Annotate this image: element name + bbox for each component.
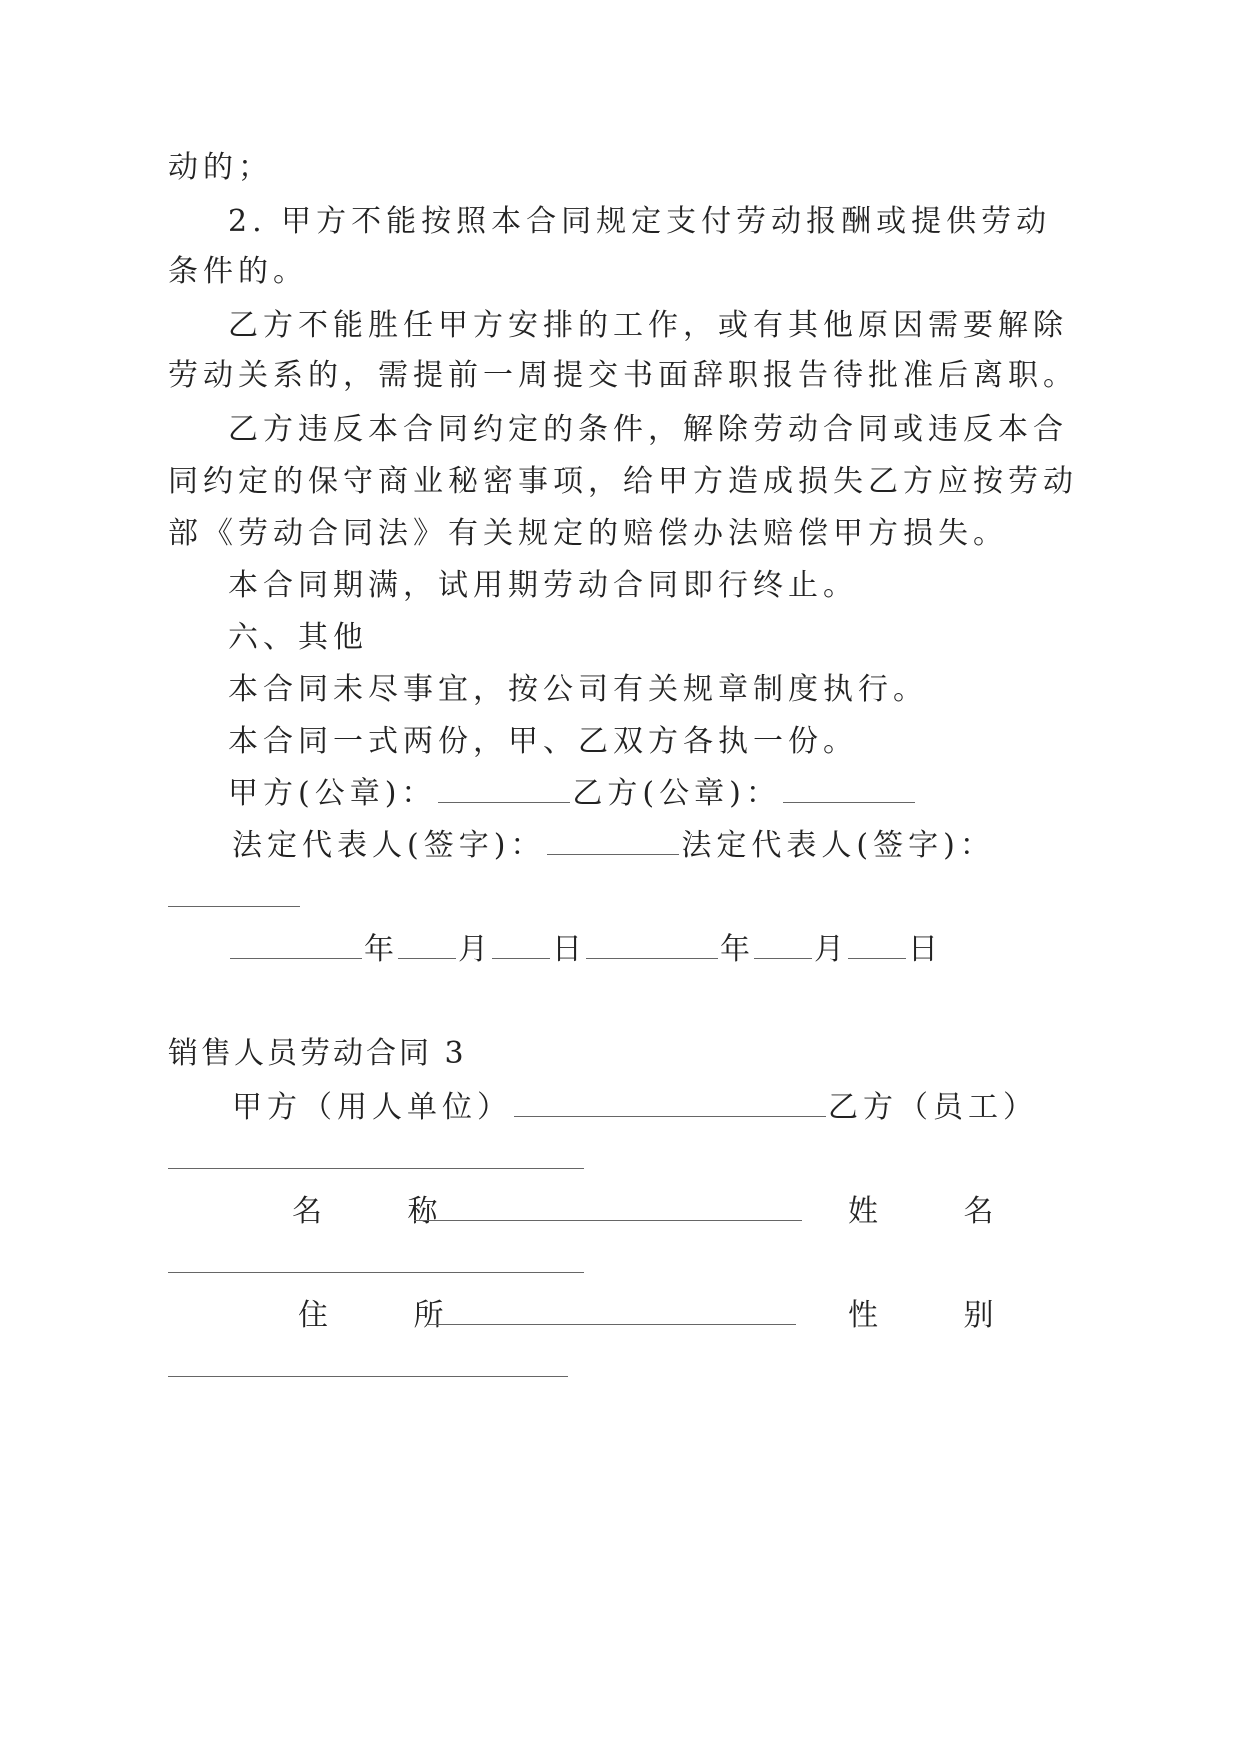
day-blank-b[interactable] (848, 936, 906, 959)
party-a-blank[interactable] (514, 1094, 826, 1117)
paragraph-line: 条件的。 (168, 254, 308, 289)
paragraph-line: 乙方不能胜任甲方安排的工作，或有其他原因需要解除 (228, 308, 1068, 343)
legal-rep-b-blank[interactable] (168, 906, 300, 907)
party-b-seal-label: 乙方(公章)： (572, 776, 781, 811)
year-blank-a[interactable] (230, 936, 362, 959)
gender-blank[interactable] (168, 1376, 568, 1377)
day-label: 日 (908, 932, 940, 967)
seal-line (228, 774, 917, 814)
paragraph-line: 本合同期满，试用期劳动合同即行终止。 (228, 568, 858, 603)
address-blank[interactable] (426, 1324, 796, 1325)
party-line (232, 1088, 1038, 1128)
day-label: 日 (552, 932, 584, 967)
paragraph-line: 本合同一式两份，甲、乙双方各执一份。 (228, 724, 858, 759)
month-label: 月 (814, 932, 846, 967)
date-line (228, 930, 940, 970)
address-label: 住 所 (298, 1298, 482, 1333)
party-a-label: 甲方（用人单位） (232, 1090, 512, 1125)
year-blank-b[interactable] (586, 936, 718, 959)
month-blank-b[interactable] (754, 936, 812, 959)
paragraph-line: 同约定的保守商业秘密事项，给甲方造成损失乙方应按劳动 (168, 464, 1078, 499)
year-label: 年 (364, 932, 396, 967)
legal-rep-a-label: 法定代表人(签字)： (232, 828, 546, 863)
party-a-seal-label: 甲方(公章)： (228, 776, 437, 811)
paragraph-line: 动的； (168, 150, 273, 185)
gender-label: 性 别 (848, 1298, 1032, 1333)
legal-rep-line (232, 826, 995, 866)
paragraph-line: 乙方违反本合同约定的条件，解除劳动合同或违反本合 (228, 412, 1068, 447)
paragraph-line: 部《劳动合同法》有关规定的赔偿办法赔偿甲方损失。 (168, 516, 1008, 551)
paragraph-line: 本合同未尽事宜，按公司有关规章制度执行。 (228, 672, 928, 707)
month-blank-a[interactable] (398, 936, 456, 959)
paragraph-line: 2. 甲方不能按照本合同规定支付劳动报酬或提供劳动 (228, 204, 1052, 239)
party-b-label: 乙方（员工） (828, 1090, 1038, 1125)
party-b-seal-blank[interactable] (783, 780, 915, 803)
contract-title: 销售人员劳动合同 3 (168, 1036, 467, 1071)
person-name-label: 姓 名 (848, 1194, 1032, 1229)
paragraph-line: 劳动关系的，需提前一周提交书面辞职报告待批准后离职。 (168, 358, 1078, 393)
legal-rep-a-blank[interactable] (547, 832, 679, 855)
party-a-seal-blank[interactable] (438, 780, 570, 803)
legal-rep-b-label: 法定代表人(签字)： (681, 828, 995, 863)
section-heading: 六、其他 (228, 620, 368, 655)
party-b-blank[interactable] (168, 1168, 584, 1169)
month-label: 月 (458, 932, 490, 967)
day-blank-a[interactable] (492, 936, 550, 959)
name-label: 名 称 (292, 1194, 476, 1229)
person-name-blank[interactable] (168, 1272, 584, 1273)
year-label: 年 (720, 932, 752, 967)
company-name-blank[interactable] (414, 1220, 802, 1221)
